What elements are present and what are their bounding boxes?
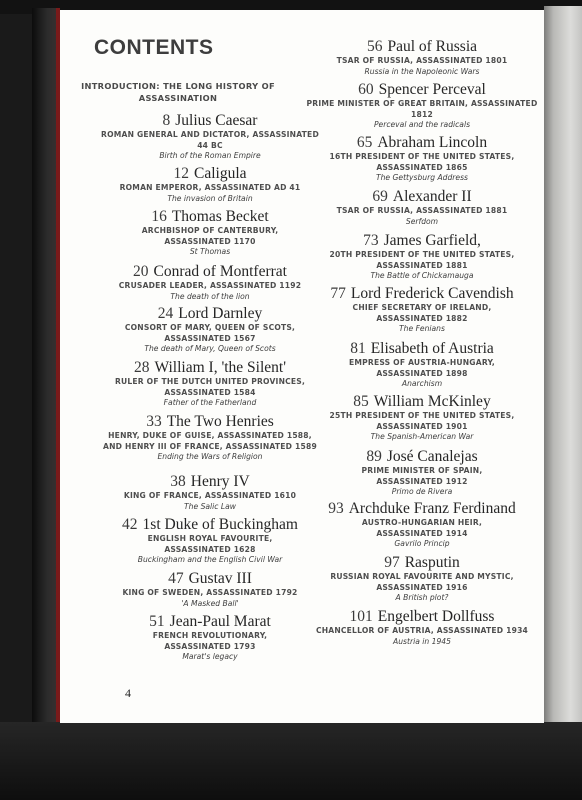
entry-chapter: Ending the Wars of Religion: [157, 452, 263, 461]
entry-heading: [304, 81, 540, 99]
toc-entry: [304, 500, 540, 550]
toc-entry: [304, 81, 540, 131]
entry-heading: [304, 554, 540, 572]
entry-heading: [304, 340, 540, 358]
entry-chapter: 'A Masked Ball': [181, 598, 239, 608]
scan-background-bottom: [0, 722, 582, 800]
entry-subtitle: ROMAN GENERAL AND DICTATOR, ASSASSINATED 44 BC: [101, 130, 319, 150]
page-title: CONTENTS: [94, 36, 214, 59]
entry-heading: [100, 613, 320, 631]
entry-page-number: 12: [173, 165, 189, 182]
toc-entry: [100, 413, 320, 463]
entry-heading: [304, 232, 540, 250]
entry-page-number: 56: [366, 38, 383, 55]
entry-chapter: The invasion of Britain: [167, 193, 253, 203]
toc-entry: [100, 516, 320, 566]
entry-page-number: 20: [133, 263, 149, 280]
entry-page-number: 69: [372, 188, 388, 205]
entry-page-number: 24: [157, 305, 174, 322]
entry-subtitle: PRIME MINISTER OF GREAT BRITAIN, ASSASSINATED 1812: [306, 99, 538, 119]
toc-entry: [304, 232, 540, 282]
entry-name: William McKinley: [373, 393, 491, 410]
entry-chapter: The death of Mary, Queen of Scots: [144, 344, 276, 353]
introduction-entry: INTRODUCTION: THE LONG HISTORY OF ASSASSINATION: [81, 81, 275, 103]
entry-chapter: The Spanish-American War: [370, 432, 474, 441]
entry-chapter: Primo de Rivera: [391, 487, 453, 496]
entry-page-number: 60: [358, 81, 374, 98]
entry-heading: [100, 473, 320, 491]
entry-chapter: The Salic Law: [184, 501, 236, 511]
entry-heading: [100, 263, 320, 281]
entry-name: Engelbert Dollfuss: [377, 608, 495, 625]
entry-heading: [304, 393, 540, 411]
entry-heading: [100, 112, 320, 130]
entry-subtitle: CONSORT OF MARY, QUEEN OF SCOTS, ASSASSINATED 1567: [124, 323, 296, 343]
toc-entry: [100, 359, 320, 409]
entry-name: Conrad of Montferrat: [153, 263, 287, 280]
entry-page-number: 85: [353, 393, 369, 410]
entry-name: James Garfield,: [383, 232, 481, 249]
entry-name: Caligula: [193, 165, 247, 182]
entry-page-number: 28: [133, 359, 150, 376]
entry-page-number: 47: [168, 570, 184, 587]
toc-entry: [304, 340, 540, 390]
entry-chapter: The Battle of Chickamauga: [370, 271, 474, 280]
entry-heading: [304, 285, 540, 303]
entry-chapter: The death of the lion: [170, 291, 250, 301]
entry-page-number: 93: [328, 500, 344, 517]
entry-name: Gustav III: [188, 570, 252, 587]
entry-name: Paul of Russia: [387, 38, 478, 55]
entry-heading: [304, 608, 540, 626]
toc-entry: [304, 134, 540, 184]
toc-entry: [304, 554, 540, 604]
entry-chapter: Russia in the Napoleonic Wars: [364, 66, 480, 76]
entry-page-number: 42: [122, 516, 138, 533]
entry-page-number: 89: [366, 448, 382, 465]
entry-subtitle: KING OF FRANCE, ASSASSINATED 1610: [123, 491, 297, 500]
next-page-edge: [544, 6, 582, 730]
entry-name: Abraham Lincoln: [377, 134, 488, 151]
toc-entry: [100, 165, 320, 204]
entry-heading: [100, 165, 320, 183]
entry-page-number: 65: [356, 134, 373, 151]
entry-subtitle: ARCHBISHOP OF CANTERBURY, ASSASSINATED 1170: [141, 226, 279, 246]
entry-subtitle: KING OF SWEDEN, ASSASSINATED 1792: [122, 588, 298, 597]
entry-subtitle: ENGLISH ROYAL FAVOURITE, ASSASSINATED 1628: [147, 534, 273, 554]
entry-chapter: Serfdom: [405, 216, 439, 226]
entry-chapter: Father of the Fatherland: [163, 398, 257, 407]
page-number: 4: [125, 686, 131, 700]
toc-entry: [304, 188, 540, 227]
entry-name: Rasputin: [404, 554, 460, 571]
entry-chapter: Anarchism: [401, 379, 443, 388]
entry-name: Archduke Franz Ferdinand: [348, 500, 516, 517]
entry-heading: [100, 516, 320, 534]
entry-chapter: Birth of the Roman Empire: [159, 151, 261, 160]
entry-subtitle: 20TH PRESIDENT OF THE UNITED STATES, ASSASSINATED 1881: [329, 250, 515, 270]
entry-subtitle: RULER OF THE DUTCH UNITED PROVINCES, ASSASSINATED 1584: [114, 377, 306, 397]
entry-subtitle: HENRY, DUKE OF GUISE, ASSASSINATED 1588, AND HENRY III OF FRANCE, ASSASSINATED 1589: [103, 431, 317, 451]
entry-heading: [304, 500, 540, 518]
toc-entry: [100, 263, 320, 302]
entry-name: Henry IV: [190, 473, 250, 490]
toc-entry: [100, 208, 320, 258]
toc-entry: [304, 448, 540, 498]
entry-chapter: A British plot?: [395, 593, 449, 602]
entry-chapter: St Thomas: [189, 247, 231, 256]
entry-chapter: Gavrilo Princip: [394, 539, 450, 548]
entry-subtitle: 25TH PRESIDENT OF THE UNITED STATES, ASSASSINATED 1901: [329, 411, 515, 431]
toc-entry: [304, 38, 540, 77]
entry-subtitle: EMPRESS OF AUSTRIA-HUNGARY, ASSASSINATED 1898: [349, 358, 495, 378]
toc-entry: [304, 285, 540, 335]
entry-name: Lord Darnley: [178, 305, 263, 322]
entry-chapter: Perceval and the radicals: [373, 120, 471, 129]
entry-page-number: 73: [363, 232, 379, 249]
toc-entry: [100, 305, 320, 355]
entry-heading: [100, 208, 320, 226]
entry-heading: [100, 305, 320, 323]
entry-name: Lord Frederick Cavendish: [350, 285, 514, 302]
entry-name: Jean-Paul Marat: [169, 613, 271, 630]
toc-entry: [304, 393, 540, 443]
entry-subtitle: RUSSIAN ROYAL FAVOURITE AND MYSTIC, ASSASSINATED 1916: [330, 572, 514, 592]
toc-entry: [100, 112, 320, 162]
toc-entry: [100, 473, 320, 512]
entry-subtitle: PRIME MINISTER OF SPAIN, ASSASSINATED 1912: [361, 466, 483, 486]
entry-heading: [304, 134, 540, 152]
toc-entry: [304, 608, 540, 647]
entry-heading: [304, 448, 540, 466]
entry-page-number: 33: [146, 413, 162, 430]
toc-entry: [100, 570, 320, 609]
entry-subtitle: TSAR OF RUSSIA, ASSASSINATED 1801: [336, 56, 508, 65]
entry-chapter: Marat's legacy: [182, 652, 238, 661]
entry-heading: [100, 570, 320, 588]
entry-page-number: 38: [170, 473, 186, 490]
entry-chapter: Buckingham and the English Civil War: [137, 555, 283, 564]
entry-heading: [100, 359, 320, 377]
toc-entry: [100, 613, 320, 663]
entry-heading: [304, 38, 540, 56]
entry-heading: [304, 188, 540, 206]
entry-name: Spencer Perceval: [378, 81, 486, 98]
entry-chapter: The Gettysburg Address: [375, 173, 469, 182]
entry-subtitle: 16TH PRESIDENT OF THE UNITED STATES, ASSASSINATED 1865: [329, 152, 515, 172]
entry-page-number: 101: [349, 608, 373, 625]
entry-subtitle: TSAR OF RUSSIA, ASSASSINATED 1881: [336, 206, 508, 215]
entry-subtitle: CRUSADER LEADER, ASSASSINATED 1192: [118, 281, 302, 290]
entry-subtitle: CHIEF SECRETARY OF IRELAND, ASSASSINATED 1882: [352, 303, 492, 323]
entry-page-number: 51: [149, 613, 165, 630]
entry-name: 1st Duke of Buckingham: [142, 516, 298, 533]
entry-page-number: 81: [350, 340, 366, 357]
entry-name: Alexander II: [392, 188, 472, 205]
entry-page-number: 8: [162, 112, 171, 129]
entry-chapter: Austria in 1945: [393, 636, 451, 646]
entry-name: José Canalejas: [386, 448, 478, 465]
entry-heading: [100, 413, 320, 431]
entry-subtitle: AUSTRO-HUNGARIAN HEIR, ASSASSINATED 1914: [361, 518, 483, 538]
entry-page-number: 16: [151, 208, 167, 225]
entry-page-number: 97: [384, 554, 400, 571]
entry-page-number: 77: [330, 285, 346, 302]
entry-name: William I, 'the Silent': [154, 359, 287, 376]
entry-subtitle: ROMAN EMPEROR, ASSASSINATED AD 41: [119, 183, 301, 192]
entry-subtitle: FRENCH REVOLUTIONARY, ASSASSINATED 1793: [152, 631, 268, 651]
entry-chapter: The Fenians: [399, 324, 445, 333]
entry-subtitle: CHANCELLOR OF AUSTRIA, ASSASSINATED 1934: [315, 626, 529, 635]
entry-name: Julius Caesar: [175, 112, 258, 129]
entry-name: Thomas Becket: [171, 208, 269, 225]
entry-name: The Two Henries: [166, 413, 274, 430]
entry-name: Elisabeth of Austria: [370, 340, 494, 357]
